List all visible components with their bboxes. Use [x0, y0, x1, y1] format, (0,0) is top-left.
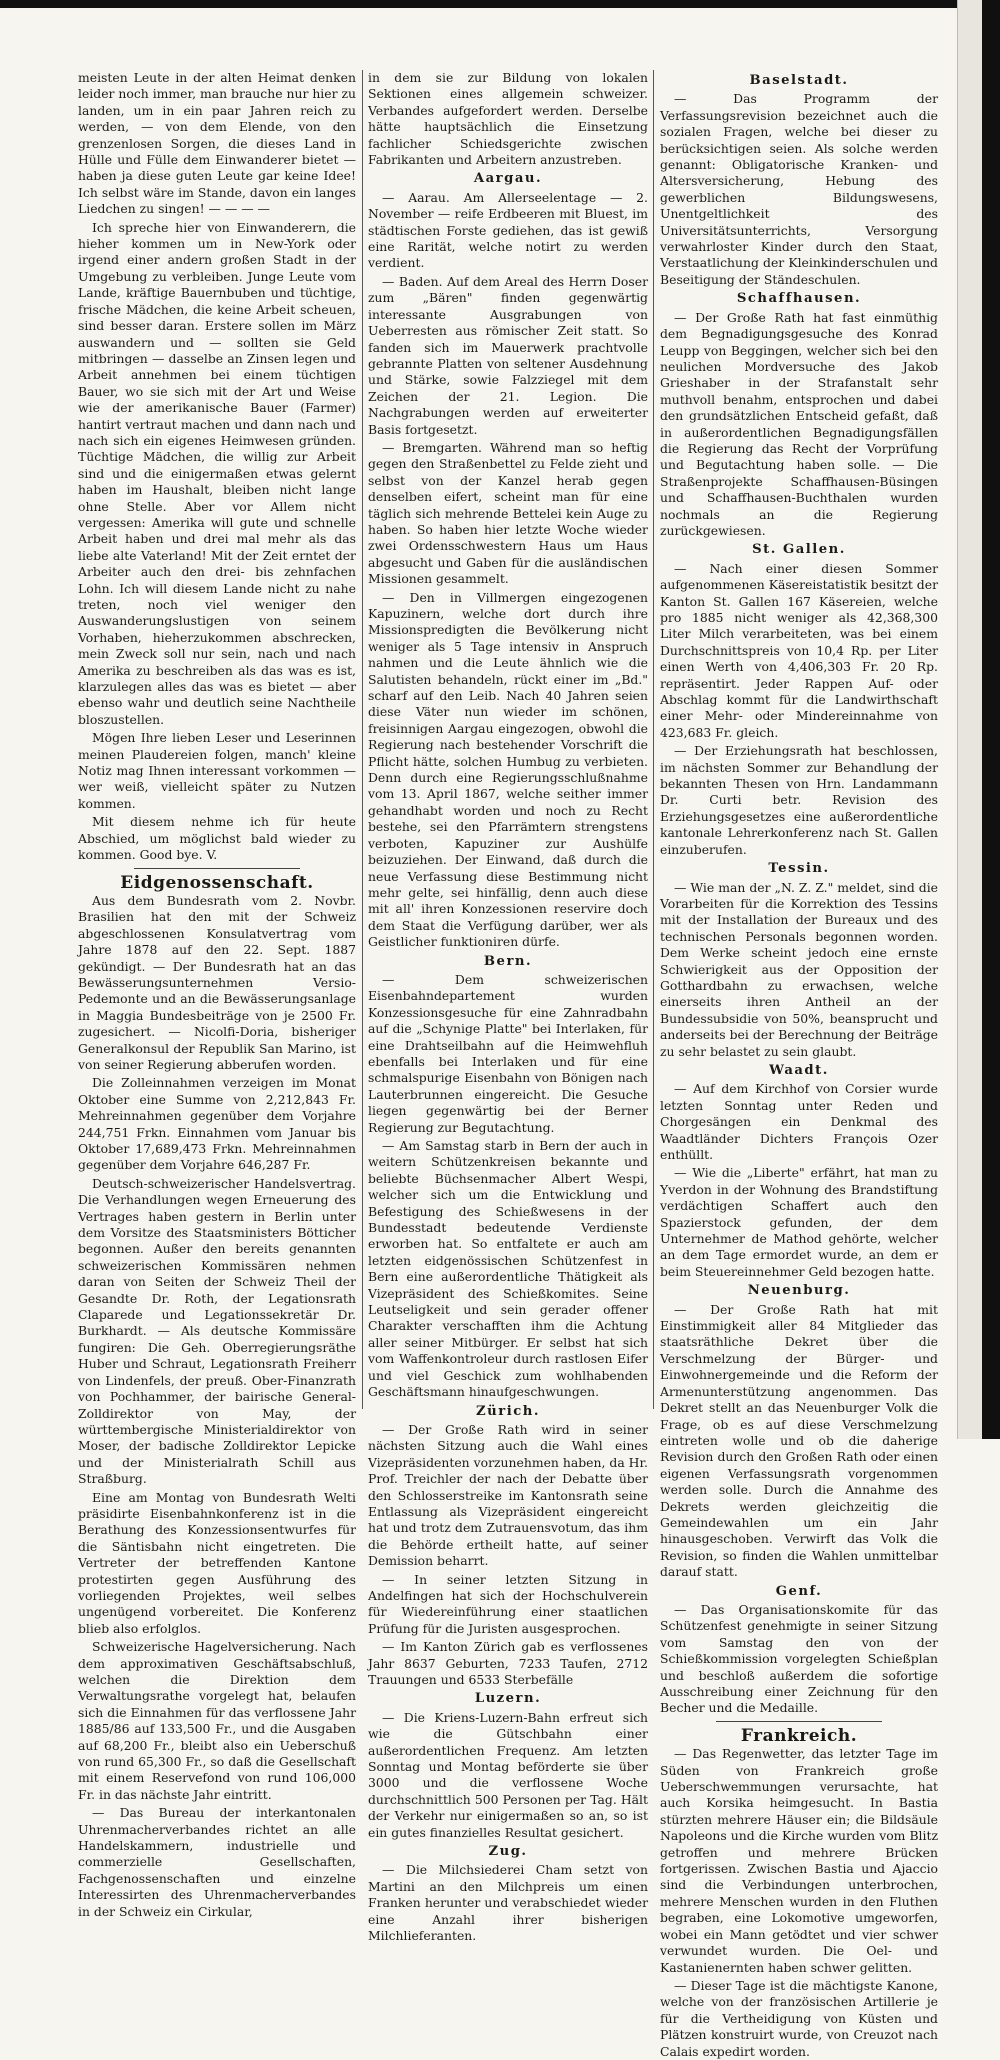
section-heading-bern: Bern. [483, 953, 533, 969]
column-rule [362, 70, 363, 1409]
article-paragraph: — Der Erziehungsrath hat beschlossen, im nächsten Sommer zur Behandlung der bekannten Thesen von Hrn. Landammann Dr. Curti betr. Revision des Erziehungsgesetzes eine außerordentliche kantonale Lehrerkonferenz nach St. Gallen einzuberufen. [660, 743, 938, 857]
section-divider [716, 1721, 883, 1722]
article-paragraph: — Dem schweizerischen Eisenbahndepartement wurden Konzessionsgesuche für eine Zahnradbahn auf die „Schynige Platte" bei Interlaken, für eine Drahtseilbahn auf die Heimwehfluh ebenfalls bei Interlaken und für eine schmalspurige Eisenbahn von Bönigen nach Lauterbrunnen eingereicht. Die Gesuche liegen gegenwärtig bei der Berner Regierung zur Begutachtung. [368, 971, 648, 1135]
article-paragraph: — Am Samstag starb in Bern der auch in weitern Schützenkreisen bekannte und beliebte Büchsenmacher Albert Wespi, welcher sich um die Entwicklung und Befestigung des Schießwesens in der Bundesstadt bedeutende Verdienste erworben hat. So entfaltete er auch am letzten eidgenössischen Schützenfest in Bern eine außerordentliche Thätigkeit als Vizepräsident des Schießkomites. Seine Leutseligkeit und sein gerader offener Charakter verschafften ihm die Achtung aller seiner Mitbürger. Er selbst hat sich vom Waffenkontroleur durch rastlosen Eifer und viel Geschick zum wohlhabenden Geschäftsmann hinaufgeschwungen. [368, 1138, 648, 1400]
section-heading-luzern: Luzern. [474, 1691, 542, 1707]
article-paragraph: — Der Große Rath hat fast einmüthig dem Begnadigungsgesuche des Konrad Leupp von Beggingen, welcher sich bei den neulichen Mordversuche des Jakob Grieshaber in der Strafanstalt sehr muthvoll benahm, entsprochen und dabei den grundsätzlichen Entscheid gefaßt, daß in außerordentlichen Begnadigungsfällen die Regierung das Recht der Vorprüfung und Begutachtung haben solle. — Die Straßenprojekte Schaffhausen-Büsingen und Schaffhausen-Buchthalen wurden nochmals an die Regierung zurückgewiesen. [660, 309, 938, 538]
scan-right-border [982, 0, 1000, 1439]
article-paragraph: — In seiner letzten Sitzung in Andelfingen hat sich der Hochschulverein für Wiedereinführung einer staatlichen Prüfung für die Juristen ausgesprochen. [368, 1571, 648, 1636]
scan-top-border [0, 0, 1000, 8]
article-paragraph: — Das Organisationskomite für das Schützenfest genehmigte in seiner Sitzung vom Samstag den von der Schießkommission vorgelegten Schießplan und beschloß außerdem die sofortige Ausschreibung einer Zeichnung für den Becher und die Medaille. [660, 1601, 938, 1716]
article-paragraph: Aus dem Bundesrath vom 2. Novbr. Brasilien hat den mit der Schweiz abgeschlossenen Konsulatvertrag vom Jahre 1878 auf den 22. Sept. 1887 gekündigt. — Der Bundesrath hat an das Bewässerungsunternehmen Versio-Pedemonte und an die Bewässerungsanlage in Maggia Bundesbeiträge von je 2500 Fr. zugesichert. — Nicolfi-Doria, bisheriger Generalkonsul der Republik San Marino, ist von seiner Regierung abberufen worden. [78, 892, 356, 1072]
section-heading-baselstadt: Baselstadt. [749, 73, 849, 88]
section-heading-genf: Genf. [775, 1583, 823, 1599]
section-heading-aargau: Aargau. [473, 171, 543, 187]
section-heading-tessin: Tessin. [768, 861, 830, 877]
section-divider [134, 868, 301, 869]
section-heading-st-gallen: St. Gallen. [752, 542, 846, 558]
column-2 [368, 70, 648, 1944]
article-paragraph: Eine am Montag von Bundesrath Welti präsidirte Eisenbahnkonferenz ist in die Berathung des Konzessionsentwurfes für die Säntisbahn nicht eingetreten. Die Vertreter der betreffenden Kantone protestirten gegen Ausführung des vorliegenden Projektes, weil selbes ungenügend vorbereitet. Die Konferenz blieb also erfolglos. [78, 1489, 356, 1636]
article-paragraph: — Dieser Tage ist die mächtigste Kanone, welche von der französischen Artillerie je für die Vertheidigung von Küsten und Plätzen konstruirt wurde, von Creuzot nach Calais expedirt worden. [660, 1977, 938, 2059]
article-paragraph: meisten Leute in der alten Heimat denken leider noch immer, man brauche nur hier zu landen, um in ein paar Jahren reich zu werden, — von dem Elende, von den grenzenlosen Sorgen, die dieses Land in Hülle und Fülle dem Einwanderer bietet — haben ja diese guten Leute gar keine Idee! Ich selbst wäre im Stande, davon ein langes Liedchen zu singen! — — — — [78, 70, 356, 217]
article-paragraph: in dem sie zur Bildung von lokalen Sektionen eines allgemein schweizer. Verbandes aufgefordert werden. Derselbe hätte hauptsächlich die Einsetzung fachlicher Schiedsgerichte zwischen Fabrikanten und Arbeitern anzustreben. [368, 70, 648, 168]
article-paragraph: — Das Programm der Verfassungsrevision bezeichnet auch die sozialen Fragen, welche bei dieser zu berücksichtigen seien. Als solche werden genannt: Obligatorische Kranken- und Altersversicherung, Hebung des gewerblichen Bildungswesens, Unentgeltlichkeit des Universitätsunterrichts, Versorgung verwahrloster Kinder durch den Staat, Verstaatlichung der Kleinkinderschulen und Beseitigung der Ständeschulen. [660, 91, 938, 287]
article-paragraph: — Den in Villmergen eingezogenen Kapuzinern, welche dort durch ihre Missionspredigten die Bevölkerung nicht weniger als 5 Tage intensiv in Anspruch nahmen und die Leute ähnlich wie die Salutisten behandeln, rückt einer im „Bd." scharf auf den Leib. Nach 40 Jahren seien diese Väter nun wieder im schönen, freisinnigen Aargau eingezogen, obwohl die Regierung nach bestehender Vorschrift die Pflicht hätte, solchen Humbug zu verbieten. Denn durch eine Regierungsschlußnahme vom 13. April 1867, welche seither immer gehandhabt worden und noch zu Recht bestehe, sei den Pfarrämtern strengstens verboten, Kapuziner zur Aushülfe beizuziehen. Der Einwand, daß durch die neue Verfassung diese Bestimmung nicht mehr gelte, sei hinfällig, denn auch diese mit all' ihren Konzessionen reservire doch dem Staat die Verfügung darüber, wer als Geistlicher funktioniren dürfe. [368, 589, 648, 950]
article-paragraph: — Die Kriens-Luzern-Bahn erfreut sich wie die Gütschbahn einer außerordentlichen Frequenz. Am letzten Sonntag und Montag beförderte sie über 3000 und die verflossene Woche durchschnittlich 500 Personen per Tag. Hält der Verkehr nur einigermaßen so an, so ist ein gutes finanzielles Resultat gesichert. [368, 1709, 648, 1840]
article-paragraph: — Im Kanton Zürich gab es verflossenes Jahr 8637 Geburten, 7233 Taufen, 2712 Trauungen und 6533 Sterbefälle [368, 1639, 648, 1687]
section-heading-eidgenossenschaft: Eidgenossenschaft. [120, 872, 314, 893]
section-heading-neuenburg: Neuenburg. [747, 1283, 851, 1299]
article-paragraph: Die Zolleinnahmen verzeigen im Monat Oktober eine Summe von 2,212,843 Fr. Mehreinnahmen gegenüber dem Vorjahre 244,751 Frkn. Einnahmen vom Januar bis Oktober 17,689,473 Frkn. Mehreinnahmen gegenüber dem Vorjahre 646,287 Fr. [78, 1075, 356, 1173]
article-paragraph: — Auf dem Kirchhof von Corsier wurde letzten Sonntag unter Reden und Chorgesängen ein Denkmal des Waadtländer Dichters François Ozer enthüllt. [660, 1081, 938, 1162]
article-paragraph: Mögen Ihre lieben Leser und Leserinnen meinen Plaudereien folgen, manch' kleine Notiz mag Ihnen interessant vorkommen — wer weiß, vielleicht später zu Nutzen kommen. [78, 730, 356, 811]
scan-page-edge [957, 0, 982, 1439]
article-paragraph: — Die Milchsiederei Cham setzt von Martini an den Milchpreis um einen Franken herunter und verabschiedet wieder eine Anzahl ihrer bisherigen Milchlieferanten. [368, 1862, 648, 1944]
article-paragraph: — Wie die „Liberte" erfährt, hat man zu Yverdon in der Wohnung des Brandstiftung verdächtigen Schaffert auch den Spazierstock gefunden, der dem Unternehmer de Mathod gehörte, welcher an dem Tage ermordet wurde, an dem er beim Steuereinnehmer Geld bezogen hatte. [660, 1165, 938, 1279]
article-paragraph: — Baden. Auf dem Areal des Herrn Doser zum „Bären" finden gegenwärtig interessante Ausgrabungen von Ueberresten aus römischer Zeit statt. So fanden sich im Mauerwerk prachtvolle gebrannte Platten von seltener Ausdehnung und Stärke, sowie Falzziegel mit dem Zeichen der 21. Legion. Die Nachgrabungen werden auf erweiterter Basis fortgesetzt. [368, 273, 648, 437]
article-paragraph: — Der Große Rath hat mit Einstimmigkeit aller 84 Mitglieder das staatsräthliche Dekret über die Verschmelzung der Bürger- und Einwohnergemeinde und die Reform der Armenunterstützung angenommen. Das Dekret stellt an das Neuenburger Volk die Frage, ob es auf diese Verschmelzung eintreten wolle und ob die daherige Revision durch den Großen Rath oder einen eigenen Verfassungsrath vorgenommen werden solle. Durch die Annahme des Dekrets werden gleichzeitig die Gemeindewahlen um ein Jahr hinausgeschoben. Verwirft das Volk die Revision, so finden die Wahlen unmittelbar darauf statt. [660, 1301, 938, 1580]
article-paragraph: Schweizerische Hagelversicherung. Nach dem approximativen Geschäftsabschluß, welchen die Direktion dem Verwaltungsrathe vorgelegt hat, belaufen sich die Einnahmen für das verflossene Jahr 1885/86 auf 133,500 Fr., und die Ausgaben auf 68,200 Fr., bleibt also ein Ueberschuß von rund 65,300 Fr., so daß die Gesellschaft mit einem Reservefond von rund 106,000 Fr. in das nächste Jahr eintritt. [78, 1639, 356, 1802]
article-paragraph: — Das Bureau der interkantonalen Uhrenmacherverbandes richtet an alle Handelskammern, industrielle und commerzielle Gesellschaften, Fachgenossenschaften und einzelne Interessirten des Uhrenmacherverbandes in der Schweiz ein Cirkular, [78, 1805, 356, 1919]
column-3 [660, 70, 938, 2059]
article-paragraph: — Wie man der „N. Z. Z." meldet, sind die Vorarbeiten für die Korrektion des Tessins mit der Installation der Bureaux und des technischen Personals begonnen worden. Dem Werke scheint jedoch eine ernste Schwierigkeit aus der Opposition der Gotthardbahn zu erwachsen, welche einerseits ihren Antheil an der Bundessubsidie von 50%, beansprucht und anderseits bei der Berechnung der Beiträge zu sehr belastet zu sein glaubt. [660, 879, 938, 1059]
section-heading-zuerich: Zürich. [476, 1403, 540, 1419]
section-heading-zug: Zug. [488, 1844, 528, 1860]
article-paragraph: — Nach einer diesen Sommer aufgenommenen Käsereistatistik besitzt der Kanton St. Gallen 167 Käsereien, welche pro 1885 nicht weniger als 42,368,300 Liter Milch verarbeiteten, was bei einem Durchschnittspreis von 10,4 Rp. per Liter einen Werth von 4,406,303 Fr. 20 Rp. repräsentirt. Jeder Rappen Auf- oder Abschlag kommt für die Landwirthschaft einer Mehr- oder Mindereinnahme von 423,683 Fr. gleich. [660, 560, 938, 740]
section-heading-waadt: Waadt. [769, 1062, 829, 1078]
column-1 [78, 70, 356, 1919]
article-paragraph: Ich spreche hier von Einwanderern, die hieher kommen um in New-York oder irgend einer andern großen Stadt in der Umgebung zu verbleiben. Junge Leute vom Lande, kräftige Bauernbuben und tüchtige, frische Mädchen, die keine Arbeit scheuen, sind besser daran. Erstere sollen im März auswandern und — sollten sie Geld mitbringen — dasselbe an Zinsen legen und Arbeit annehmen bei einem tüchtigen Bauer, wo sie sich mit der Art und Weise wie der amerikanische Bauer (Farmer) hantirt vertraut machen und dann nach und nach sich ein eigenes Heimwesen gründen. Tüchtige Mädchen, die willig zur Arbeit sind und die einigermaßen etwas gelernt haben im Haushalt, bleiben nicht lange ohne Stelle. Aber vor Allem nicht vergessen: Amerika will gute und schnelle Arbeit haben und drei mal mehr als das liebe alte Vaterland! Mit der Zeit erntet der Arbeiter auch den drei- bis zehnfachen Lohn. Ich will diesem Lande nicht zu nahe treten, noch viel weniger den Auswanderungslustigen von seinem Vorhaben, hieherzukommen abschrecken, mein Zweck soll nur sein, nach und nach Amerika zu beschreiben als das was es ist, klarzulegen alles das was es bietet — aber ebenso wahr und deutlich seine Nachtheile bloszustellen. [78, 219, 356, 727]
article-paragraph: — Das Regenwetter, das letzter Tage im Süden von Frankreich große Ueberschwemmungen verursachte, hat auch Korsika heimgesucht. In Bastia stürzten mehrere Häuser ein; die Bildsäule Napoleons und die Kirche wurden vom Blitz getroffen und mehrere Brücken fortgerissen. Zwischen Bastia und Ajaccio sind die Verbindungen unterbrochen, mehrere Menschen wurden in den Fluthen begraben, eine Lokomotive umgeworfen, wobei ein Mann getödtet und vier schwer verwundet wurden. Die Oel- und Kastanienernten haben schwer gelitten. [660, 1746, 938, 1975]
article-paragraph: Deutsch-schweizerischer Handelsvertrag. Die Verhandlungen wegen Erneuerung des Vertrages haben gestern in Berlin unter dem Vorsitze des Staatsministers Bötticher begonnen. Außer den bereits genannten schweizerischen Kommissären nehmen daran von Seiten der Schweiz Theil der Gesandte Dr. Roth, der Legationsrath Claparede und Legationssekretär Dr. Burkhardt. — Als deutsche Kommissäre fungiren: Die Geh. Oberregierungsräthe Huber und Schraut, Legationsrath Freiherr von Lindenfels, der preuß. Ober-Finanzrath von Pochhammer, der bairische General-Zolldirektor von May, der württembergische Ministerialdirektor von Moser, der badische Zolldirektor Lepicke und der Ministerialrath Schill aus Straßburg. [78, 1175, 356, 1487]
column-rule [653, 70, 654, 1409]
article-paragraph: — Bremgarten. Während man so heftig gegen den Straßenbettel zu Felde zieht und selbst von der Kanzel herab gegen denselben eifert, scheint man für eine täglich sich mehrende Bettelei kein Auge zu haben. So haben hier letzte Woche wieder zwei Ordensschwestern Haus um Haus abgesucht und Gaben für die ausländischen Missionen gesammelt. [368, 439, 648, 587]
article-paragraph: Mit diesem nehme ich für heute Abschied, um möglichst bald wieder zu kommen. Good bye. V. [78, 814, 356, 863]
section-heading-schaffhausen: Schaffhausen. [736, 291, 862, 307]
article-paragraph: — Der Große Rath wird in seiner nächsten Sitzung auch die Wahl eines Vizepräsidenten vorzunehmen haben, da Hr. Prof. Treichler der nach der Debatte über den Schlosserstreike im Kantonsrath seine Entlassung als Vizepräsident eingereicht hat und trotz dem Zutrauensvotum, das ihm die Behörde ertheilt hatte, auf seiner Demission beharrt. [368, 1421, 648, 1569]
section-heading-frankreich: Frankreich. [740, 1725, 858, 1746]
article-paragraph: — Aarau. Am Allerseelentage — 2. November — reife Erdbeeren mit Bluest, im städtischen Forste gediehen, das ist gewiß eine Rarität, welche notirt zu werden verdient. [368, 189, 648, 271]
